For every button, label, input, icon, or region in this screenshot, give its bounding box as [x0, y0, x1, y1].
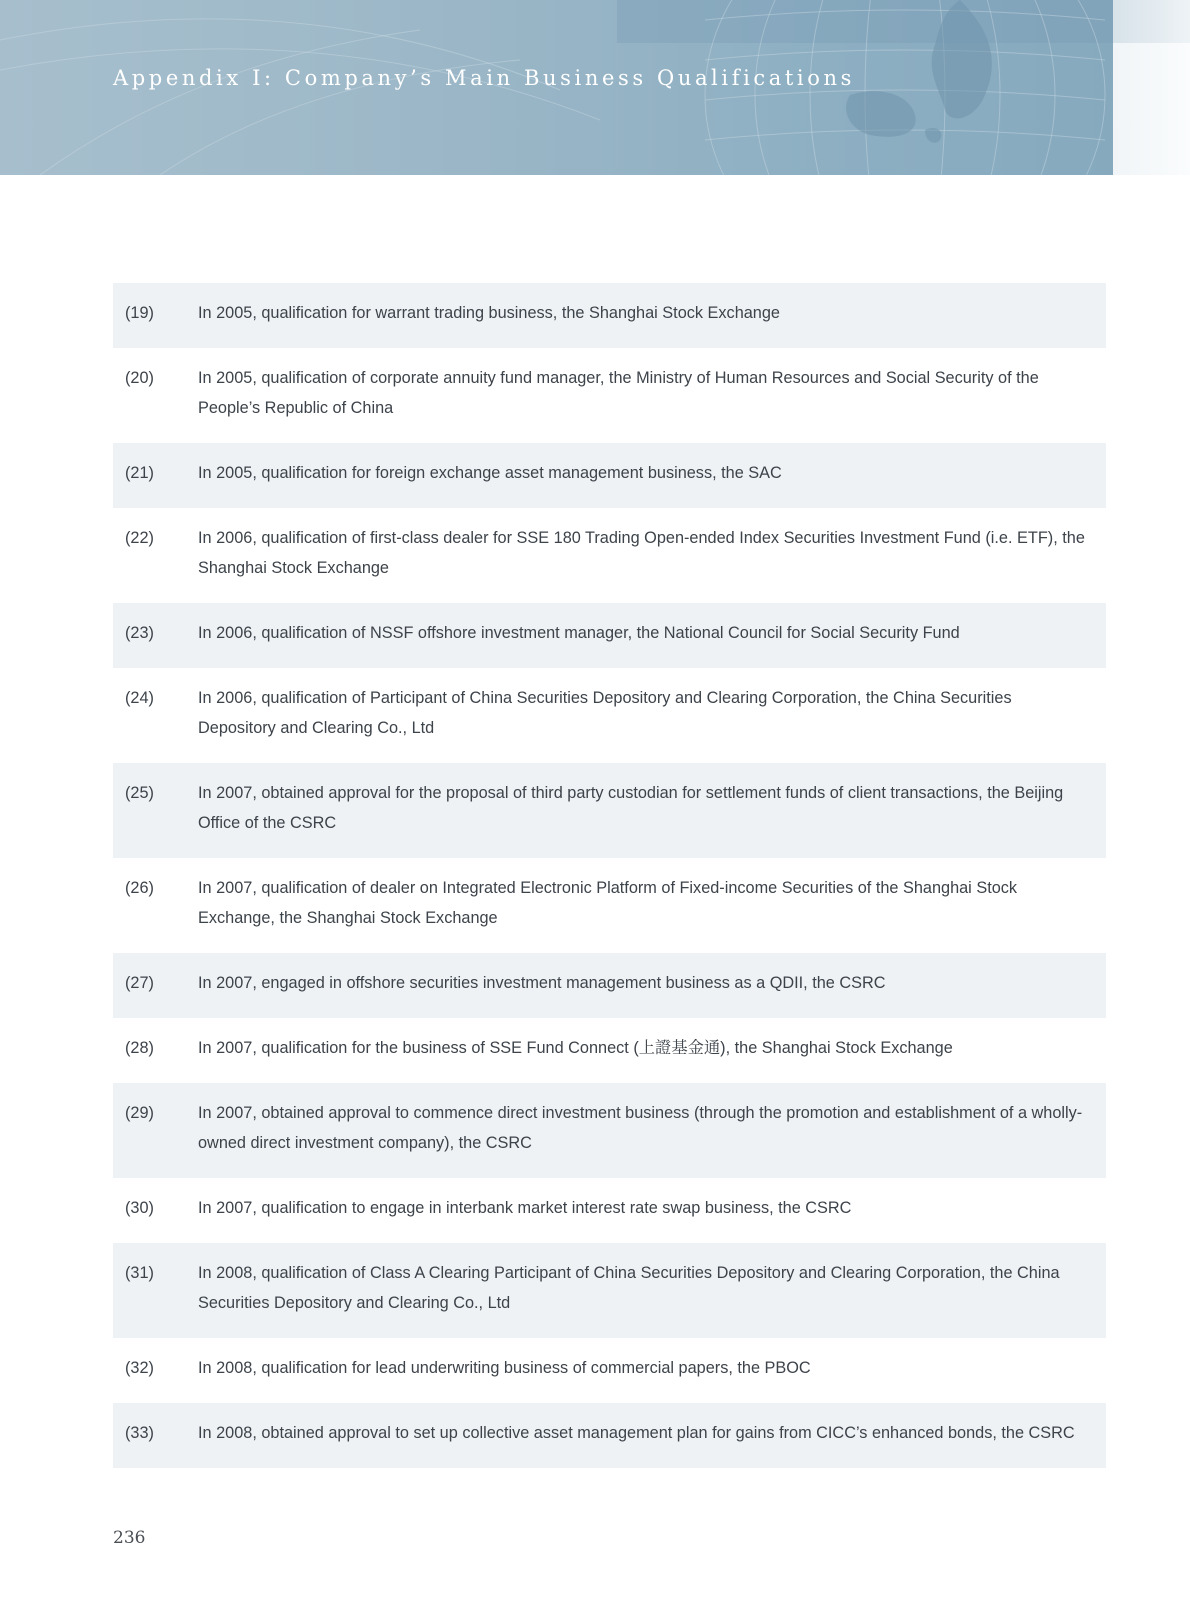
item-number: (24): [125, 689, 154, 707]
item-text: In 2006, qualification of Participant of China Securities Depository and Clearing Corporation, the China Securities Depository and Clearing Co., Ltd: [198, 689, 1012, 737]
item-number: (21): [125, 464, 154, 482]
list-item: [113, 603, 1106, 668]
list-item: [113, 953, 1106, 1018]
list-item: [113, 1338, 1106, 1403]
item-number: (31): [125, 1264, 154, 1282]
item-number: (26): [125, 879, 154, 897]
item-text: In 2005, qualification for foreign exchange asset management business, the SAC: [198, 464, 782, 482]
item-number: (29): [125, 1104, 154, 1122]
banner-corner-strip: [1113, 0, 1190, 43]
list-item: [113, 1243, 1106, 1338]
item-number: (32): [125, 1359, 154, 1377]
item-text: In 2006, qualification of first-class dealer for SSE 180 Trading Open-ended Index Securities Investment Fund (i.e. ETF), the Shanghai Stock Exchange: [198, 529, 1085, 577]
item-number: (30): [125, 1199, 154, 1217]
item-text: In 2007, qualification of dealer on Integrated Electronic Platform of Fixed-income Securities of the Shanghai Stock Exchange, the Shanghai Stock Exchange: [198, 879, 1018, 927]
item-text: In 2007, obtained approval for the proposal of third party custodian for settlement funds of client transactions, the Beijing Office of the CSRC: [198, 784, 1064, 832]
item-number: (25): [125, 784, 154, 802]
item-text: In 2006, qualification of NSSF offshore investment manager, the National Council for Social Security Fund: [198, 624, 960, 642]
item-text: In 2007, qualification to engage in interbank market interest rate swap business, the CSRC: [198, 1199, 852, 1217]
item-number: (27): [125, 974, 154, 992]
list-item: [113, 858, 1106, 953]
item-text: In 2008, qualification for lead underwriting business of commercial papers, the PBOC: [198, 1359, 811, 1377]
list-item: [113, 1403, 1106, 1468]
item-text: In 2007, engaged in offshore securities investment management business as a QDII, the CSRC: [198, 974, 886, 992]
list-item: [113, 1018, 1106, 1083]
list-item: [113, 1083, 1106, 1178]
page-number: 236: [113, 1528, 146, 1548]
item-number: (28): [125, 1039, 154, 1057]
page-title: Appendix I: Company’s Main Business Qualifications: [113, 66, 855, 90]
item-text: In 2005, qualification of corporate annuity fund manager, the Ministry of Human Resources and Social Security of the People’s Republic of China: [198, 369, 1039, 417]
item-number: (22): [125, 529, 154, 547]
item-number: (19): [125, 304, 154, 322]
item-text: In 2008, obtained approval to set up collective asset management plan for gains from CICC’s enhanced bonds, the CSRC: [198, 1424, 1075, 1442]
list-item: [113, 763, 1106, 858]
item-number: (33): [125, 1424, 154, 1442]
banner-corner-fade: [1113, 43, 1190, 175]
list-item: [113, 443, 1106, 508]
item-text: In 2007, qualification for the business of SSE Fund Connect (上證基金通), the Shanghai Stock Exchange: [198, 1039, 953, 1057]
item-text: In 2007, obtained approval to commence direct investment business (through the promotion and establishment of a wholly-owned direct investment company), the CSRC: [198, 1104, 1083, 1152]
qualification-list: [113, 283, 1106, 1468]
item-text: In 2008, qualification of Class A Clearing Participant of China Securities Depository and Clearing Corporation, the China Securities Depository and Clearing Co., Ltd: [198, 1264, 1060, 1312]
list-item: [113, 1178, 1106, 1243]
item-number: (23): [125, 624, 154, 642]
list-item: [113, 668, 1106, 763]
list-item: [113, 508, 1106, 603]
list-item: [113, 283, 1106, 348]
item-number: (20): [125, 369, 154, 387]
list-item: [113, 348, 1106, 443]
item-text: In 2005, qualification for warrant trading business, the Shanghai Stock Exchange: [198, 304, 780, 322]
